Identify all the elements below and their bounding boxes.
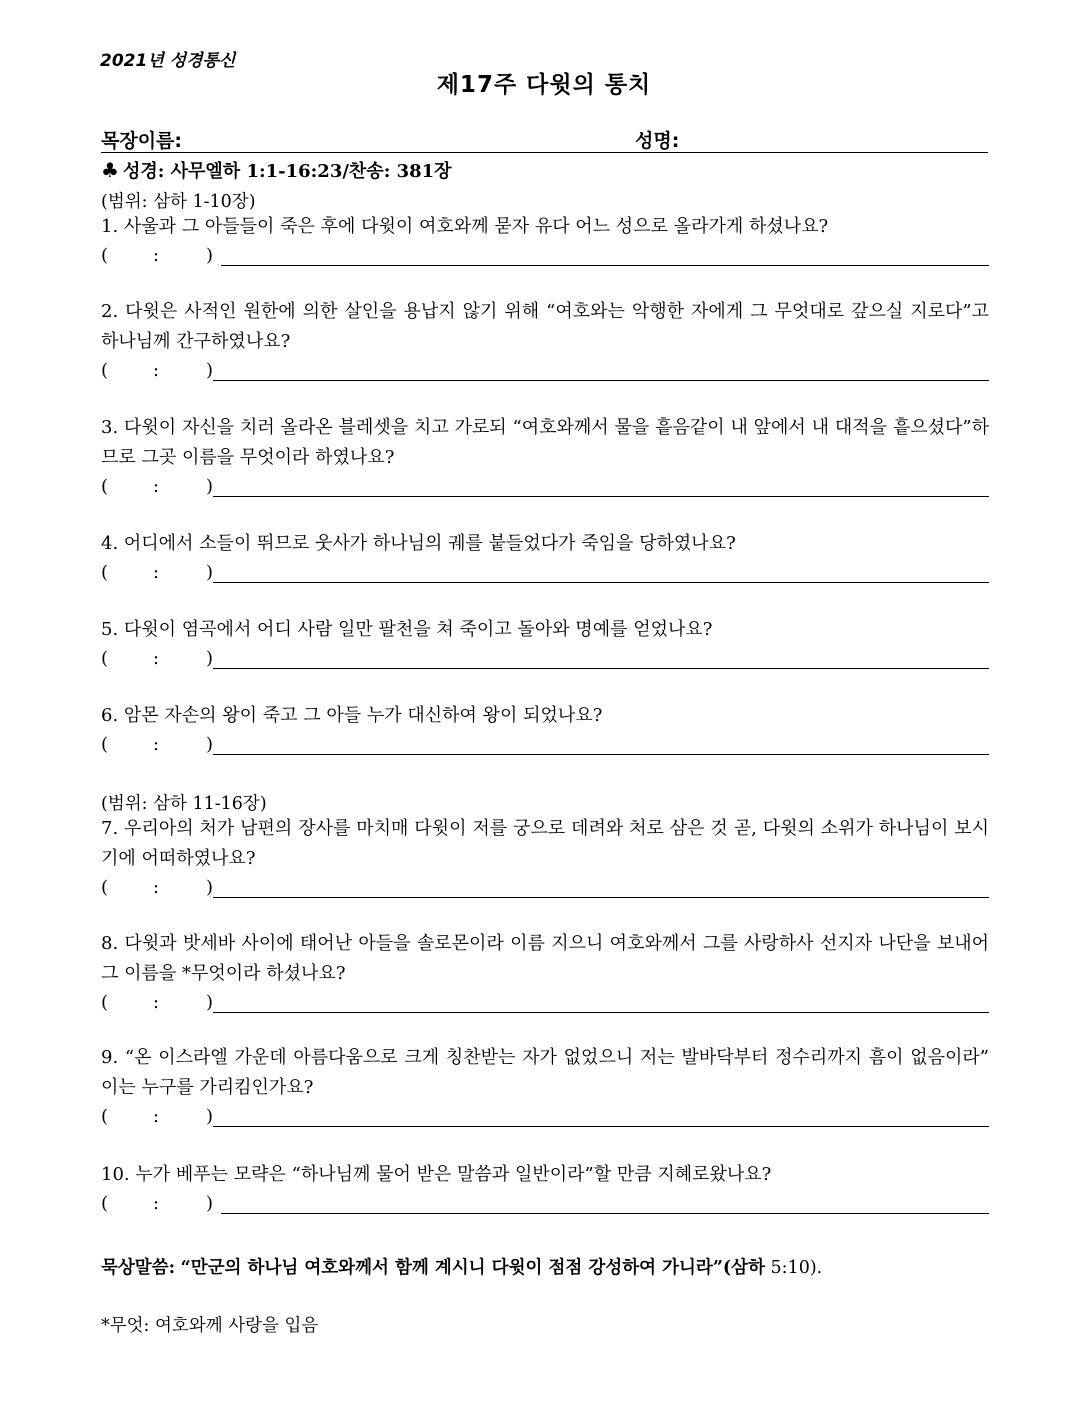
question-text: 3. 다윗이 자신을 치러 올라온 블레셋을 치고 가로되 “여호와께서 물을 흩음같이 내 앞에서 내 대적을 흩으셨다”하므로 그곳 이름을 무엇이라 하였나요? [101,417,989,468]
answer-field-9[interactable]: ( : ) [101,1103,989,1131]
answer-line [213,754,989,755]
question-1 [101,212,989,270]
person-name-label: 성명: [635,130,680,152]
answer-line [213,897,989,898]
answer-field-3[interactable]: ( : ) [101,473,989,501]
footnote: *무엇: 여호와께 사랑을 입음 [101,1316,319,1336]
answer-field-8[interactable]: ( : ) [101,989,989,1017]
answer-field-10[interactable]: ( : ) [101,1190,989,1218]
memory-verse [101,1254,1001,1279]
answer-line [213,380,989,381]
club-icon: ♣ [101,158,119,182]
question-4 [101,529,989,587]
memory-verse-label: 묵상말씀: [101,1258,176,1278]
question-text: 5. 다윗이 염곡에서 어디 사람 일만 팔천을 쳐 죽이고 돌아와 명예를 얻었나요? [101,619,713,640]
question-text: 8. 다윗과 밧세바 사이에 태어난 아들을 솔로몬이라 이름 지으니 여호와께서 그를 사랑하사 선지자 나단을 보내어 그 이름을 *무엇이라 하셨나요? [101,933,989,984]
answer-field-1[interactable]: ( : ) [101,242,989,270]
answer-field-6[interactable]: ( : ) [101,731,989,759]
answer-field-7[interactable]: ( : ) [101,874,989,902]
memory-verse-ref: 5:10). [764,1258,823,1278]
question-text: 1. 사울과 그 아들들이 죽은 후에 다윗이 여호와께 묻자 유다 어느 성으로 올라가게 하셨나요? [101,216,829,237]
scripture-line [101,157,452,183]
memory-verse-text: “만군의 하나님 여호와께서 함께 계시니 다윗이 점점 강성하여 가니라” [180,1258,723,1278]
answer-field-4[interactable]: ( : ) [101,559,989,587]
question-3 [101,413,989,501]
answer-line [221,1213,989,1214]
answer-line [213,1126,989,1127]
question-text: 10. 누가 베푸는 모략은 “하나님께 물어 받은 말씀과 일반이라”할 만큼 지혜로왔나요? [101,1164,772,1185]
answer-field-5[interactable]: ( : ) [101,645,989,673]
question-9 [101,1043,989,1131]
question-10 [101,1160,989,1218]
question-2 [101,297,989,385]
question-text: 6. 암몬 자손의 왕이 죽고 그 아들 누가 대신하여 왕이 되었나요? [101,705,603,726]
question-8 [101,929,989,1017]
question-text: 4. 어디에서 소들이 뛰므로 웃사가 하나님의 궤를 붙들었다가 죽임을 당하였나요? [101,533,736,554]
answer-line [213,1012,989,1013]
question-7 [101,814,989,902]
memory-verse-book: (삼하 [722,1258,765,1278]
answer-field-2[interactable]: ( : ) [101,357,989,385]
group-name-label: 목장이름: [101,130,183,152]
scripture-text: 성경: 사무엘하 1:1-16:23/찬송: 381장 [122,161,452,182]
question-6 [101,701,989,759]
page-title: 제17주 다윗의 통치 [436,72,652,98]
range-label-1: (범위: 삼하 1-10장) [101,192,256,212]
question-text: 9. “온 이스라엘 가운데 아름다움으로 크게 칭찬받는 자가 없었으니 저는 발바닥부터 정수리까지 흠이 없음이라” 이는 누구를 가리킴인가요? [101,1047,989,1098]
question-5 [101,615,989,673]
year-note: 2021년 성경통신 [100,51,236,71]
answer-line [213,496,989,497]
answer-line [221,265,989,266]
question-text: 7. 우리아의 처가 남편의 장사를 마치매 다윗이 저를 궁으로 데려와 처로 삼은 것 곧, 다윗의 소위가 하나님이 보시기에 어떠하였나요? [101,818,989,869]
answer-line [213,582,989,583]
answer-line [213,668,989,669]
question-text: 2. 다윗은 사적인 원한에 의한 살인을 용납지 않기 위해 “여호와는 악행한 자에게 그 무엇대로 갚으실 지로다”고 하나님께 간구하였나요? [101,301,989,352]
range-label-2: (범위: 삼하 11-16장) [101,794,267,814]
name-row [101,126,988,153]
